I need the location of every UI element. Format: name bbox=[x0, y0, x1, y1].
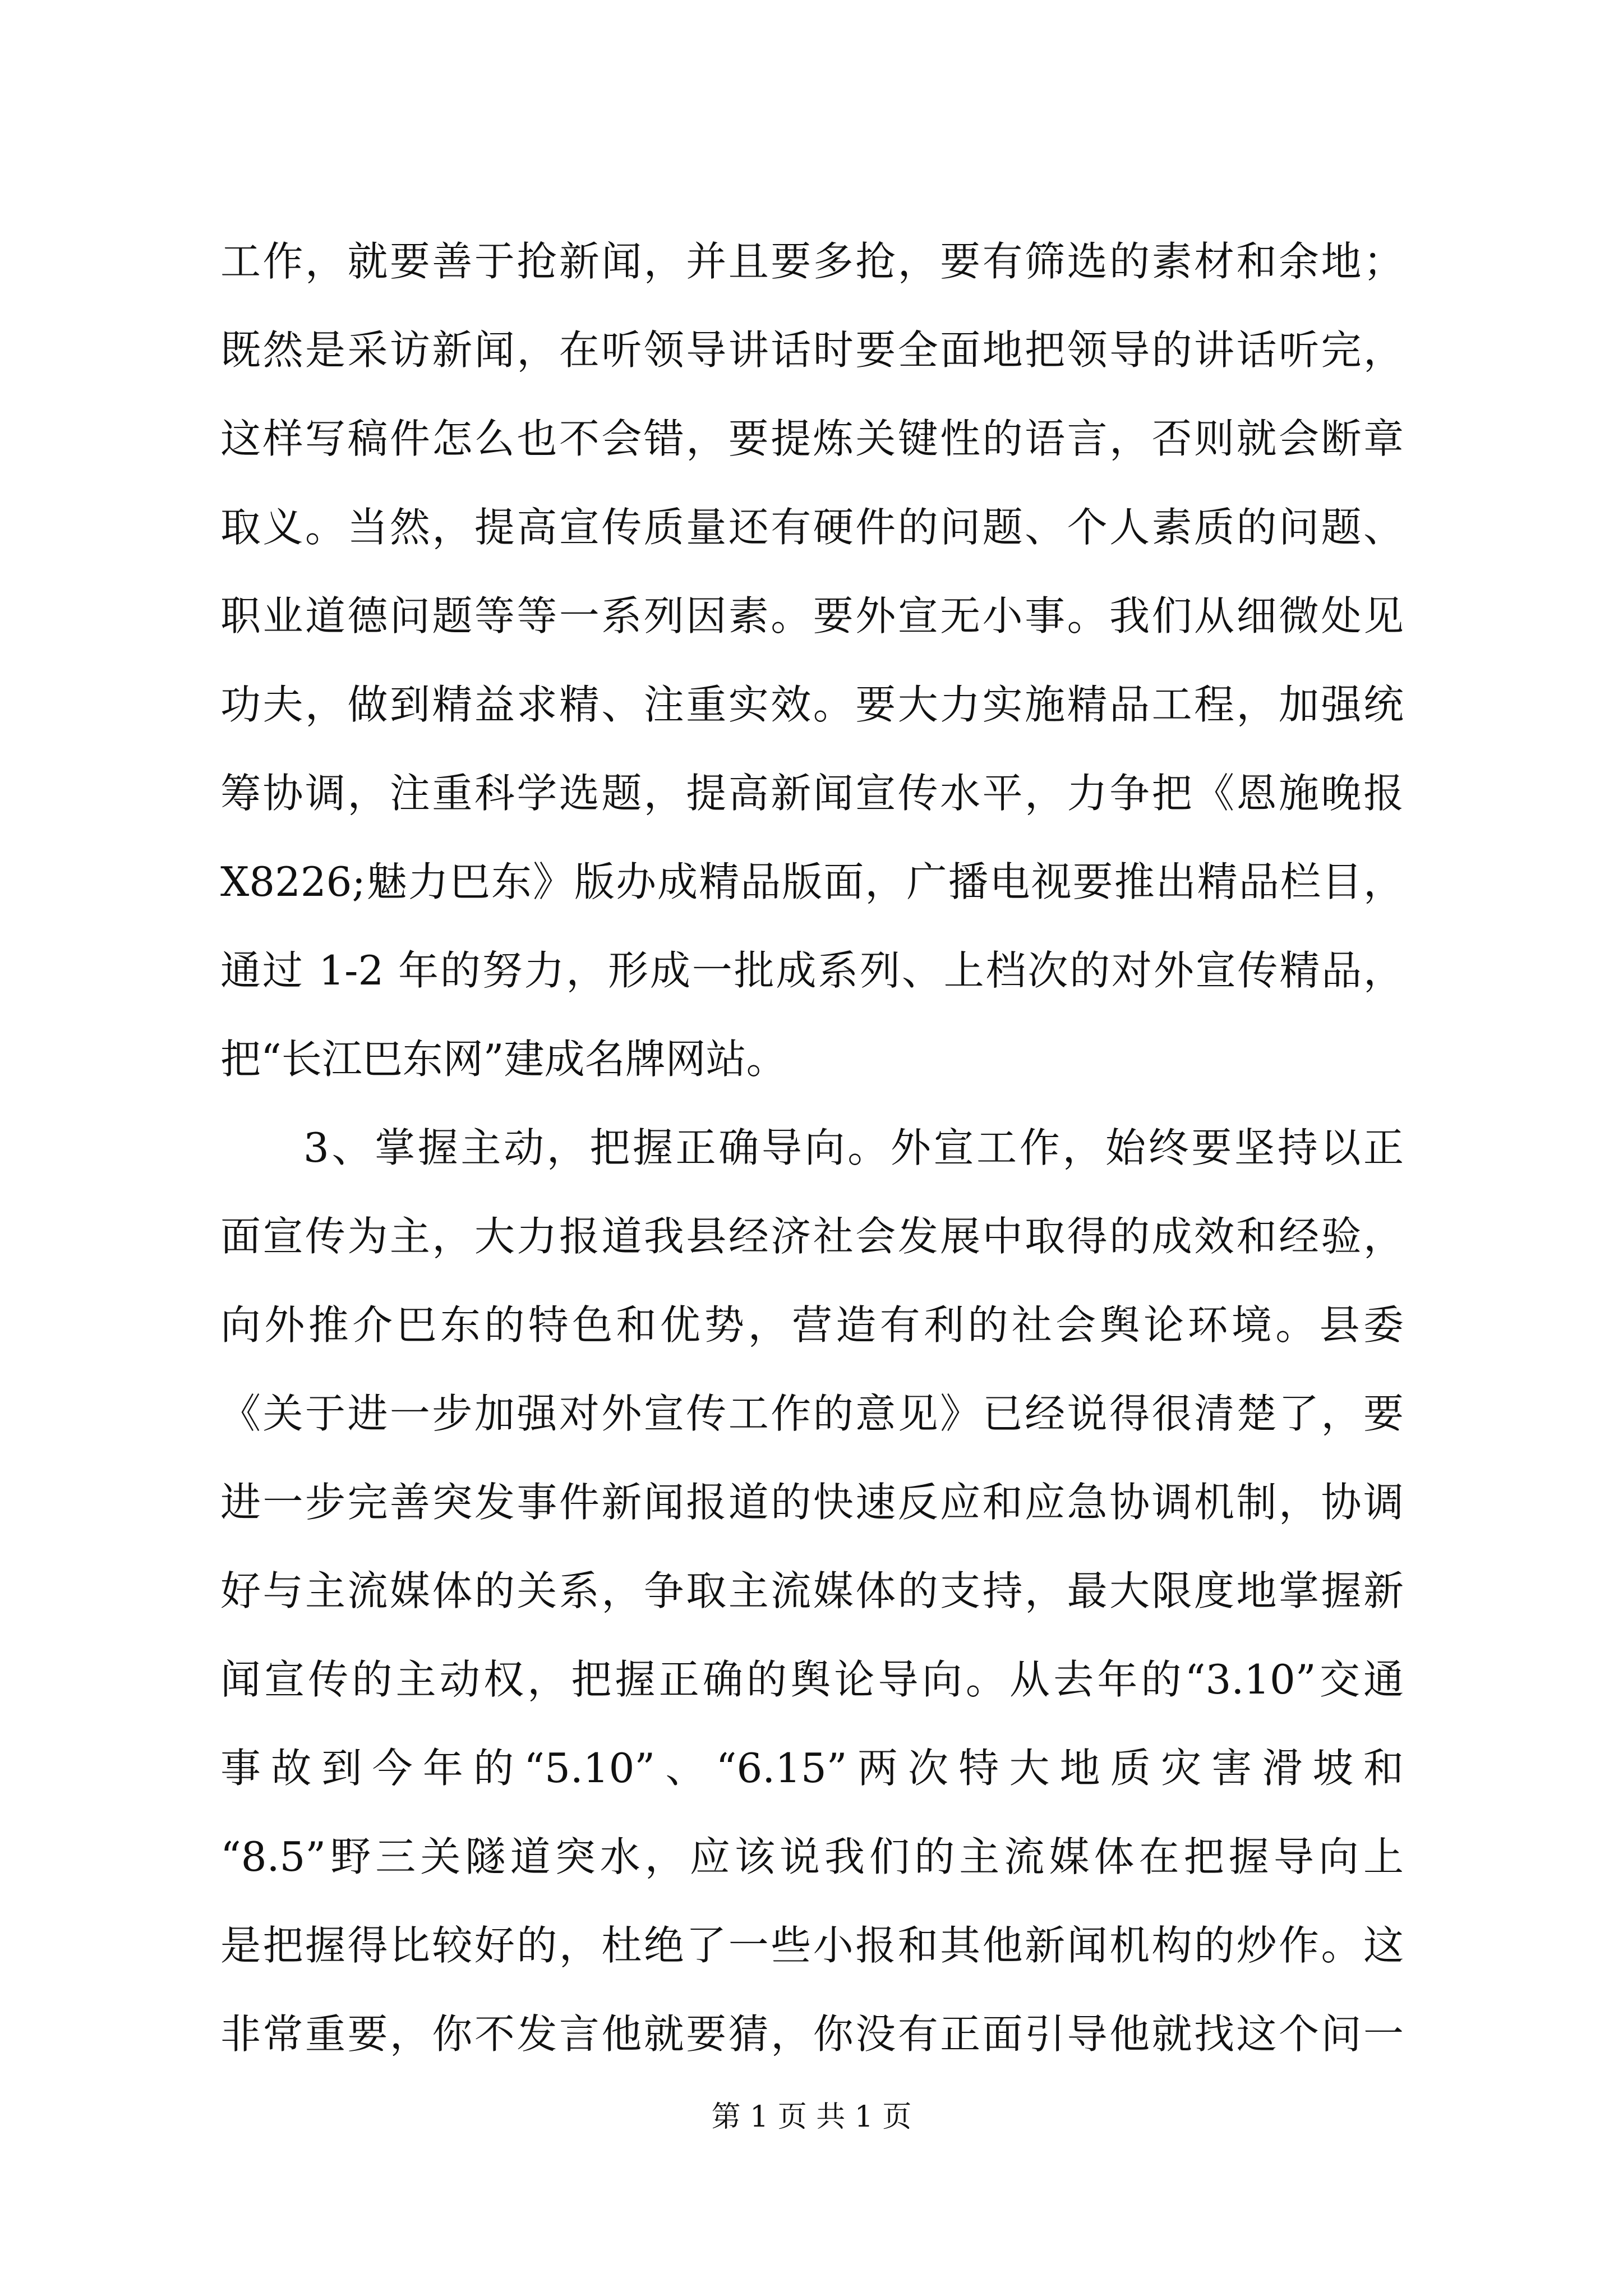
text-line: 非常重要，你不发言他就要猜，你没有正面引导他就找这个问一 bbox=[220, 2010, 1404, 2058]
text-line: 工作，就要善于抢新闻，并且要多抢，要有筛选的素材和余地； bbox=[220, 238, 1404, 285]
paragraph-first-line: 3、掌握主动，把握正确导向。外宣工作，始终要坚持以正 bbox=[303, 1124, 1404, 1171]
text-line: 事故到今年的“5.10”、“6.15”两次特大地质灾害滑坡和 bbox=[220, 1745, 1404, 1792]
text-line: “8.5”野三关隧道突水，应该说我们的主流媒体在把握导向上 bbox=[220, 1833, 1404, 1880]
text-line: 职业道德问题等等一系列因素。要外宣无小事。我们从细微处见 bbox=[220, 592, 1404, 639]
text-line: 功夫，做到精益求精、注重实效。要大力实施精品工程，加强统 bbox=[220, 681, 1404, 728]
text-line: 取义。当然，提高宣传质量还有硬件的问题、个人素质的问题、 bbox=[220, 504, 1404, 551]
text-line: 向外推介巴东的特色和优势，营造有利的社会舆论环境。县委 bbox=[220, 1301, 1404, 1349]
text-line: 把“长江巴东网”建成名牌网站。 bbox=[220, 1036, 787, 1083]
text-line: X8226;魅力巴东》版办成精品版面，广播电视要推出精品栏目， bbox=[220, 858, 1404, 905]
text-line: 既然是采访新闻，在听领导讲话时要全面地把领导的讲话听完， bbox=[220, 326, 1404, 374]
text-line: 面宣传为主，大力报道我县经济社会发展中取得的成效和经验， bbox=[220, 1213, 1404, 1260]
text-line: 《关于进一步加强对外宣传工作的意见》已经说得很清楚了，要 bbox=[220, 1390, 1404, 1437]
page-footer: 第 1 页 共 1 页 bbox=[711, 2100, 912, 2134]
text-line: 这样写稿件怎么也不会错，要提炼关键性的语言，否则就会断章 bbox=[220, 415, 1404, 462]
text-line: 通过 1-2 年的努力，形成一批成系列、上档次的对外宣传精品， bbox=[220, 947, 1404, 994]
text-line: 筹协调，注重科学选题，提高新闻宣传水平，力争把《恩施晚报 bbox=[220, 770, 1404, 817]
text-line: 进一步完善突发事件新闻报道的快速反应和应急协调机制，协调 bbox=[220, 1479, 1404, 1526]
text-line: 是把握得比较好的，杜绝了一些小报和其他新闻机构的炒作。这 bbox=[220, 1922, 1404, 1969]
text-line: 闻宣传的主动权，把握正确的舆论导向。从去年的“3.10”交通 bbox=[220, 1656, 1404, 1703]
text-line: 好与主流媒体的关系，争取主流媒体的支持，最大限度地掌握新 bbox=[220, 1567, 1404, 1614]
